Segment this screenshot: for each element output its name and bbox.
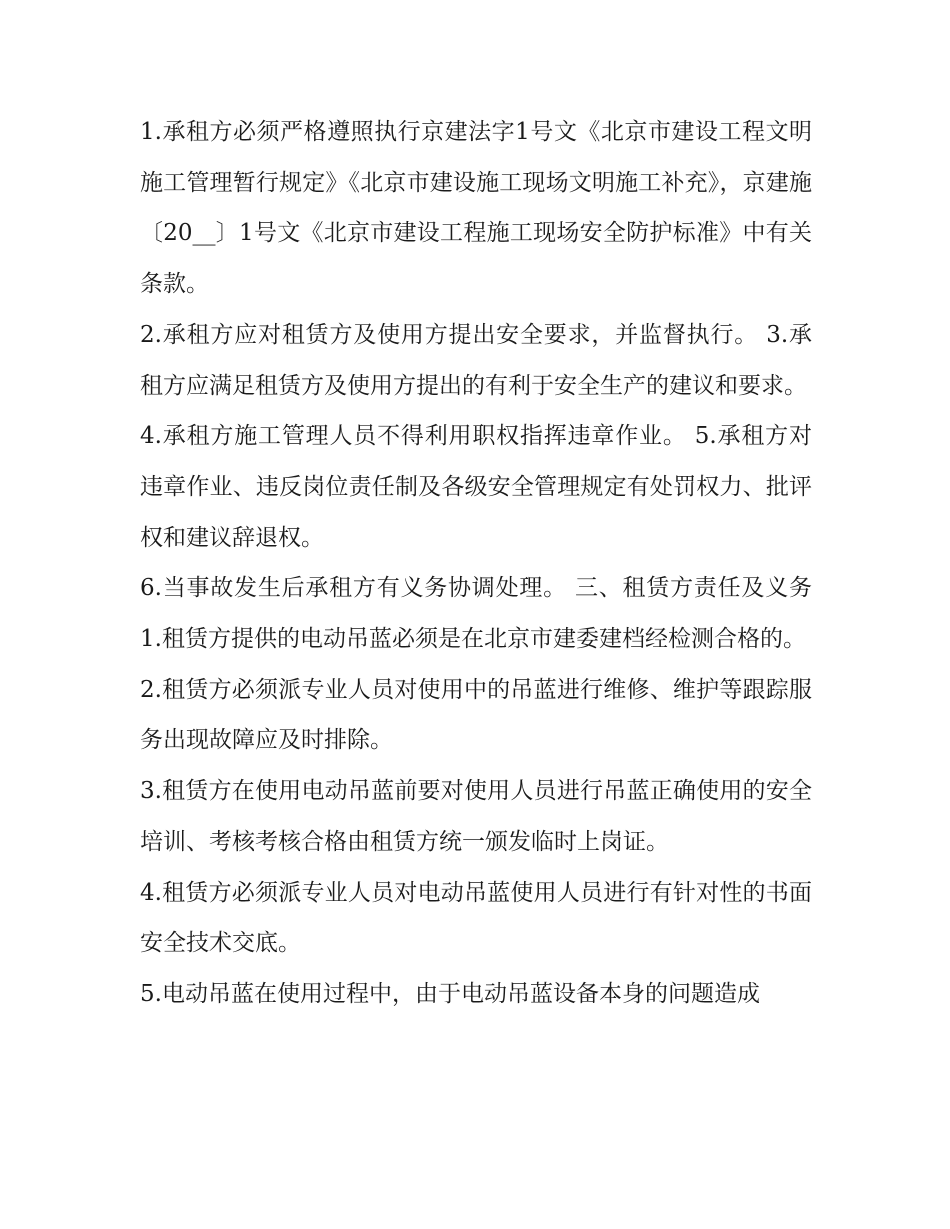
paragraph-4: 6.当事故发生后承租方有义务协调处理。 三、租赁方责任及义务 1.租赁方提供的电动吊蓝必须是在北京市建委建档经检测合格的。 (140, 575, 812, 653)
paragraph-5: 2.租赁方必须派专业人员对使用中的吊蓝进行维修、维护等跟踪服务出现故障应及时排除。 (140, 676, 812, 754)
paragraph-7: 4.租赁方必须派专业人员对电动吊蓝使用人员进行有针对性的书面安全技术交底。 (140, 879, 812, 957)
paragraph-2: 2.承租方应对租赁方及使用方提出安全要求，并监督执行。 3.承租方应满足租赁方及使用方提出的有利于安全生产的建议和要求。 (140, 321, 812, 399)
paragraph-3: 4.承租方施工管理人员不得利用职权指挥违章作业。 5.承租方对违章作业、违反岗位责任制及各级安全管理规定有处罚权力、批评权和建议辞退权。 (140, 423, 812, 551)
paragraph-8: 5.电动吊蓝在使用过程中，由于电动吊蓝设备本身的问题造成 (140, 980, 760, 1007)
paragraph-6: 3.租赁方在使用电动吊蓝前要对使用人员进行吊蓝正确使用的安全培训、考核考核合格由租赁方统一颁发临时上岗证。 (140, 778, 812, 855)
paragraph-1: 1.承租方必须严格遵照执行京建法字1号文《北京市建设工程文明施工管理暂行规定》《北京市建设施工现场文明施工补充》，京建施〔20__〕1号文《北京市建设工程施工现场安全防护标准》中有关条款。 (140, 119, 812, 298)
document-body (140, 107, 812, 1020)
